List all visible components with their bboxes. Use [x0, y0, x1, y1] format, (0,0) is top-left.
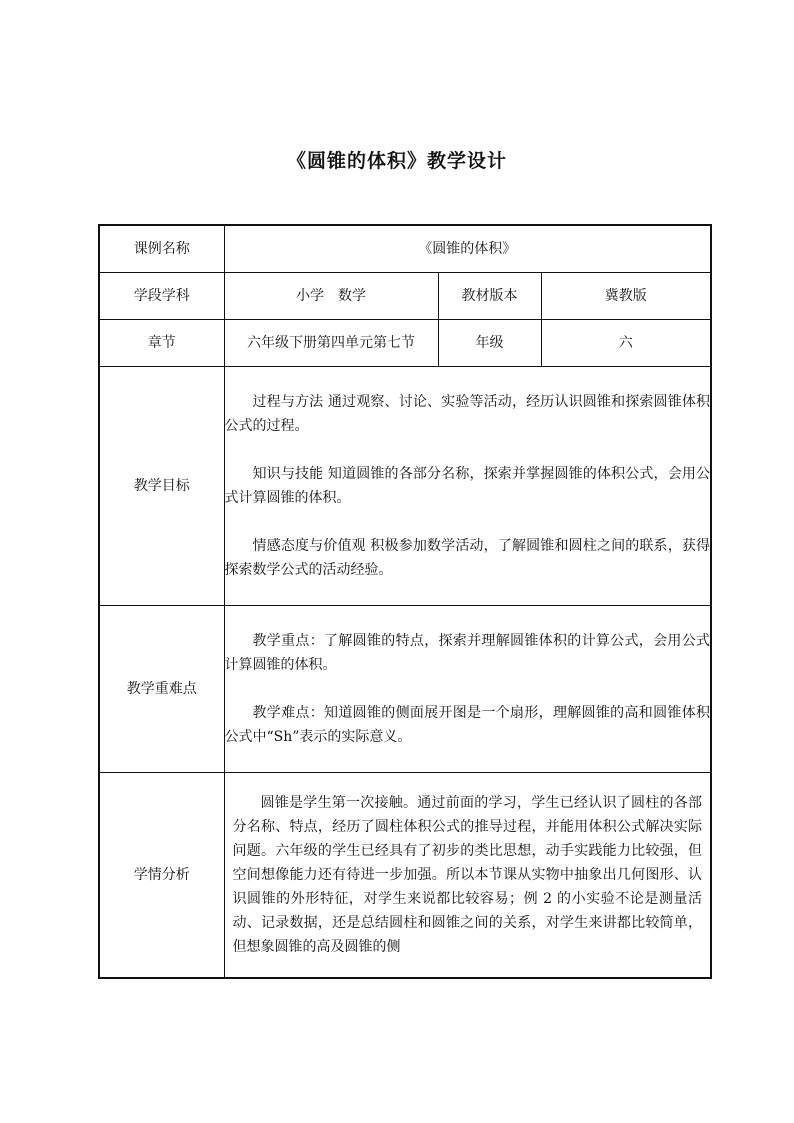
row-learner-analysis: [99, 773, 711, 979]
key-points-label: 教学重难点: [99, 606, 224, 773]
learner-analysis-content: [224, 773, 711, 979]
document-title: 《圆锥的体积》教学设计: [286, 150, 507, 172]
row-stage-subject: [99, 273, 711, 320]
lesson-design-table: [98, 224, 712, 979]
teaching-goals-label: 教学目标: [99, 367, 224, 606]
key-point-difficulty: 教学难点：知道圆锥的侧面展开图是一个扇形，理解圆锥的高和圆锥体积公式中“Sh”表示的实际意义。: [224, 705, 711, 745]
stage-subject-label: 学段学科: [99, 273, 224, 320]
lesson-name-label: 课例名称: [99, 225, 224, 273]
goal-knowledge-skill: 知识与技能 知道圆锥的各部分名称，探索并掌握圆锥的体积公式，会用公式计算圆锥的体积。: [224, 466, 711, 506]
row-chapter: [99, 320, 711, 367]
goal-attitude-values: 情感态度与价值观 积极参加数学活动，了解圆锥和圆柱之间的联系，获得探索数学公式的活动经验。: [224, 538, 711, 578]
lesson-name-value: 《圆锥的体积》: [224, 225, 711, 273]
key-point-focus: 教学重点：了解圆锥的特点，探索并理解圆锥体积的计算公式，会用公式计算圆锥的体积。: [224, 633, 711, 673]
row-key-points: [99, 606, 711, 773]
chapter-value: 六年级下册第四单元第七节: [224, 320, 438, 367]
teaching-goals-content: [224, 367, 711, 606]
textbook-value: 冀教版: [541, 273, 711, 320]
textbook-label: 教材版本: [438, 273, 541, 320]
grade-value: 六: [541, 320, 711, 367]
learner-analysis-text: 圆锥是学生第一次接触。通过前面的学习，学生已经认识了圆柱的各部分名称、特点，经历了圆柱体积公式的推导过程，并能用体积公式解决实际问题。六年级的学生已经具有了初步的类比思想，动手实践能力比较强，但空间想像能力还有待进一步加强。所以本节课从实物中抽象出几何图形、认识圆锥的外形特征，对学生来说都比较容易；例 2 的小实验不论是测量活动、记录数据，还是总结圆柱和圆锥之间的关系，对学生来讲都比较简单，但想象圆锥的高及圆锥的侧: [232, 795, 703, 955]
learner-analysis-label: 学情分析: [99, 773, 224, 979]
chapter-label: 章节: [99, 320, 224, 367]
row-teaching-goals: [99, 367, 711, 606]
key-points-content: [224, 606, 711, 773]
stage-subject-value: 小学 数学: [224, 273, 438, 320]
grade-label: 年级: [438, 320, 541, 367]
row-lesson-name: [99, 225, 711, 273]
goal-process-method: 过程与方法 通过观察、讨论、实验等活动，经历认识圆锥和探索圆锥体积公式的过程。: [224, 394, 711, 434]
